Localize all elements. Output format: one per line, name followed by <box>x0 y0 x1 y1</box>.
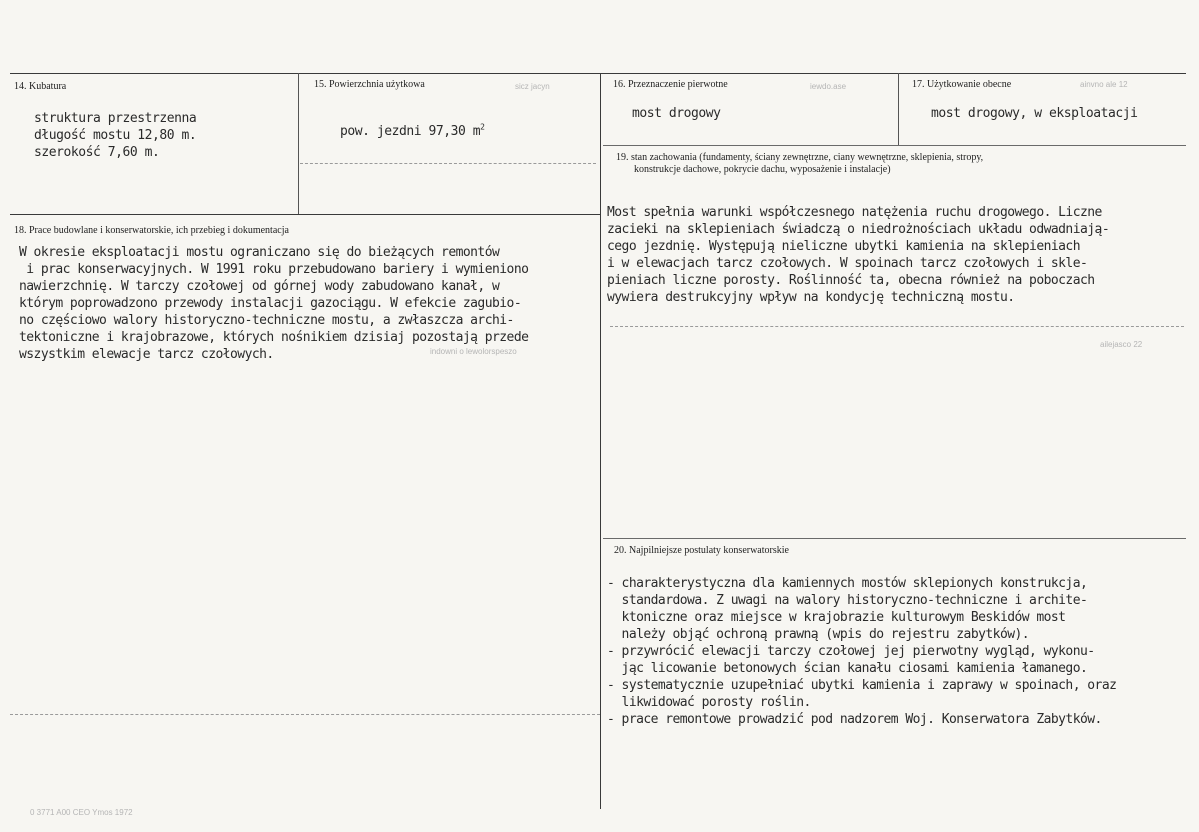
field-18-line: i prac konserwacyjnych. W 1991 roku przebudowano bariery i wymieniono <box>19 262 529 277</box>
top-rule <box>10 73 1186 74</box>
field-15-label: 15. Powierzchnia użytkowa <box>314 79 425 90</box>
bleed-through-mark: ailejasco 22 <box>1100 340 1143 349</box>
bleed-through-mark: 0 3771 A00 CEO Ymos 1972 <box>30 808 133 817</box>
field-20-line: - przywrócić elewacji tarczy czołowej jej pierwotny wygląd, wykonu- <box>607 644 1095 659</box>
field-19-line: wywiera destrukcyjny wpływ na kondycję techniczną mostu. <box>607 290 1015 305</box>
field-19-line: zacieki na sklepieniach świadczą o niedrożnościach układu odwadniają- <box>607 222 1110 237</box>
field-14-label: 14. Kubatura <box>14 81 67 92</box>
bleed-through-mark: sicz jacyn <box>515 82 550 91</box>
divider-16-17 <box>898 73 899 145</box>
guide-line <box>10 714 600 715</box>
row1-rule-right <box>603 145 1186 146</box>
field-20-line: - charakterystyczna dla kamiennych mostów sklepionych konstrukcja, <box>607 576 1088 591</box>
field-17-label: 17. Użytkowanie obecne <box>912 79 1012 90</box>
bleed-through-mark: indowni o lewolorspeszo <box>430 347 517 356</box>
center-divider <box>600 73 601 809</box>
field-17-value: most drogowy, w eksploatacji <box>931 106 1138 121</box>
field-20-label: 20. Najpilniejsze postulaty konserwatorskie <box>614 545 789 556</box>
field-14-line: struktura przestrzenna <box>34 111 197 126</box>
field-19-line: pieniach liczne porosty. Roślinność ta, obecna również na poboczach <box>607 273 1095 288</box>
guide-line <box>300 163 596 164</box>
field-14-line: długość mostu 12,80 m. <box>34 128 197 143</box>
field-16-label: 16. Przeznaczenie pierwotne <box>613 79 728 90</box>
field-19-label-continued: konstrukcje dachowe, pokrycie dachu, wyposażenie i instalacje) <box>634 164 891 175</box>
field-18-line: nawierzchnię. W tarczy czołowej od górnej wody zabudowano kanał, w <box>19 279 500 294</box>
field-20-line: należy objąć ochroną prawną (wpis do rejestru zabytków). <box>607 627 1030 642</box>
field-20-line: - prace remontowe prowadzić pod nadzorem Woj. Konserwatora Zabytków. <box>607 712 1102 727</box>
field-19-line: cego jezdnię. Występują nieliczne ubytki kamienia na sklepieniach <box>607 239 1080 254</box>
field-19-line: i w elewacjach tarcz czołowych. W spoinach tarcz czołowych i skle- <box>607 256 1088 271</box>
field-16-value: most drogowy <box>632 106 721 121</box>
field-19-line: Most spełnia warunki współczesnego natężenia ruchu drogowego. Liczne <box>607 205 1102 220</box>
field-15-value-text: pow. jezdni 97,30 m <box>340 124 481 139</box>
bleed-through-mark: iewdo.ase <box>810 82 847 91</box>
field-18-line: tektoniczne i krajobrazowe, których nośnikiem dzisiaj pozostają przede <box>19 330 529 345</box>
bleed-through-mark: ainvno ale 12 <box>1080 80 1128 89</box>
field-15-unit-superscript: 2 <box>480 122 485 132</box>
guide-line <box>610 326 1184 327</box>
field-19-label: 19. stan zachowania (fundamenty, ściany zewnętrzne, ciany wewnętrzne, sklepienia, stropy, <box>616 152 984 163</box>
row1-rule-left <box>10 214 600 215</box>
field-20-line: jąc licowanie betonowych ścian kanału ciosami kamienia łamanego. <box>607 661 1088 676</box>
field-18-line: wszystkim elewacje tarcz czołowych. <box>19 347 274 362</box>
field-18-line: W okresie eksploatacji mostu ograniczano się do bieżących remontów <box>19 245 500 260</box>
field-20-line: likwidować porosty roślin. <box>607 695 811 710</box>
section20-rule <box>603 538 1186 539</box>
field-15-value <box>340 124 485 141</box>
field-20-line: standardowa. Z uwagi na walory historyczno-techniczne i archite- <box>607 593 1088 608</box>
field-20-line: - systematycznie uzupełniać ubytki kamienia i zaprawy w spoinach, oraz <box>607 678 1117 693</box>
field-20-line: ktoniczne oraz miejsce w krajobrazie kulturowym Beskidów most <box>607 610 1066 625</box>
field-14-line: szerokość 7,60 m. <box>34 145 160 160</box>
divider-14-15 <box>298 73 299 214</box>
field-18-line: którym poprowadzono przewody instalacji gazociągu. W efekcie zagubio- <box>19 296 522 311</box>
field-18-label: 18. Prace budowlane i konserwatorskie, ich przebieg i dokumentacja <box>14 225 289 236</box>
field-18-line: no częściowo walory historyczno-techniczne mostu, a zwłaszcza archi- <box>19 313 514 328</box>
